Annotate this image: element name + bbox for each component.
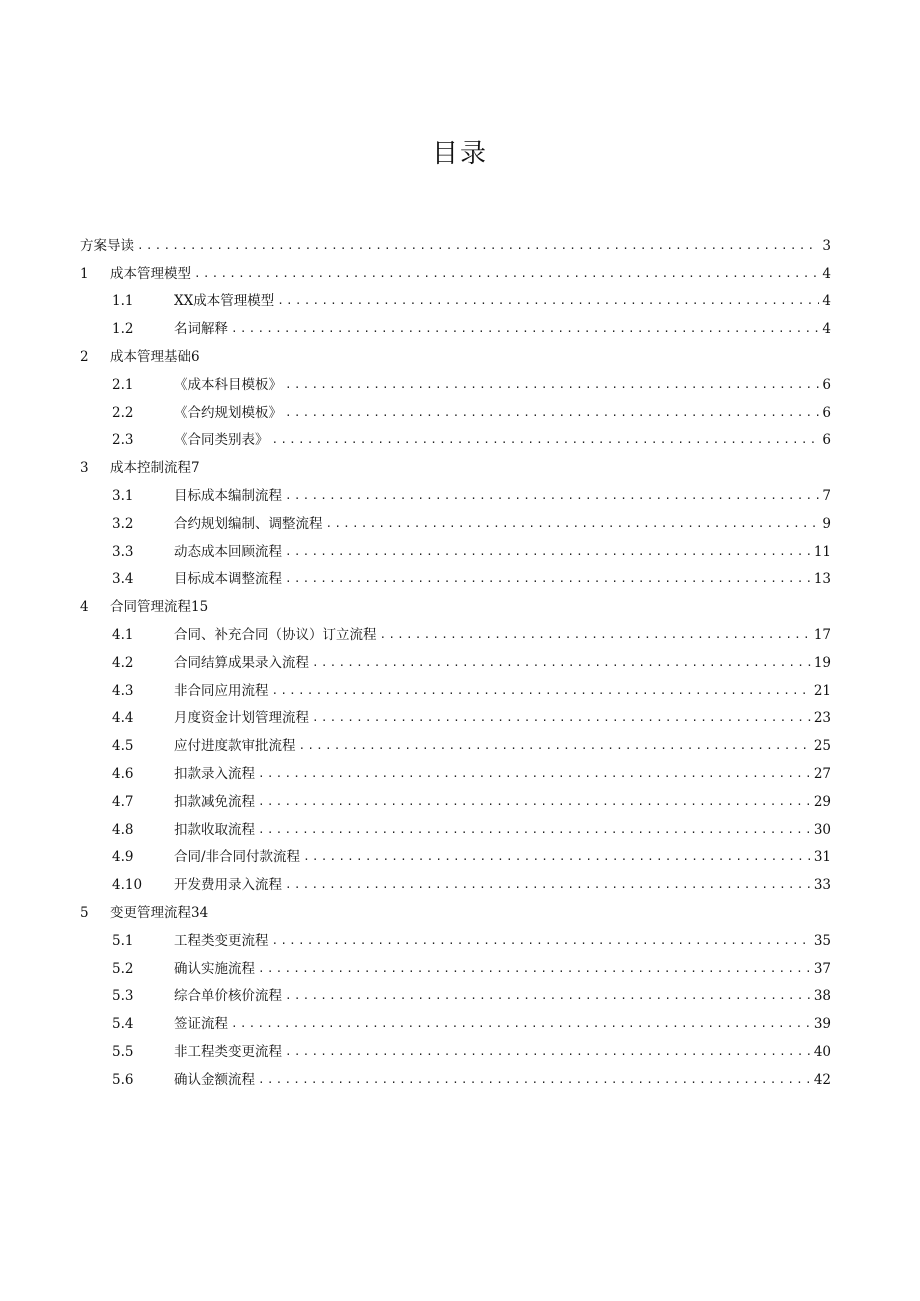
toc-entry[interactable]: [80, 230, 831, 258]
toc-entry-number: 4.7: [112, 793, 134, 810]
toc-entry-title: 签证流程: [174, 1016, 228, 1033]
toc-title: 目录: [431, 139, 488, 169]
toc-dot-leader: [258, 762, 811, 786]
toc-entry-title: 非合同应用流程: [174, 682, 269, 699]
toc-entry-number: 5.1: [112, 932, 134, 949]
toc-entry-number: 4: [80, 599, 89, 616]
toc-entry-page-number: 3: [822, 237, 831, 254]
toc-entry-page-number: 37: [813, 960, 831, 977]
toc-entry[interactable]: [80, 869, 831, 897]
toc-entry-number: 1.1: [112, 293, 134, 310]
toc-entry-number: 4.5: [112, 738, 134, 755]
toc-entry-number: 3.2: [112, 515, 134, 532]
toc-entry-page-number: 40: [813, 1043, 831, 1060]
toc-entry-title: 应付进度款审批流程: [174, 738, 296, 755]
toc-entry-page-number: 42: [813, 1071, 831, 1088]
toc-entry[interactable]: [80, 397, 831, 425]
toc-entry[interactable]: [80, 369, 831, 397]
toc-entry-page-number: 25: [813, 738, 831, 755]
toc-entry-number: 4.10: [112, 877, 143, 894]
toc-entry-number: 1: [80, 265, 89, 282]
toc-entry-number: 2.2: [112, 404, 134, 421]
toc-entry[interactable]: [80, 591, 831, 619]
toc-entry[interactable]: [80, 536, 831, 564]
toc-entry-title: 合同管理流程15: [110, 599, 209, 616]
toc-entry-page-number: 4: [822, 293, 831, 310]
toc-entry[interactable]: [80, 425, 831, 453]
toc-entry-page-number: 19: [813, 654, 831, 671]
toc-entry-title: 开发费用录入流程: [174, 877, 282, 894]
toc-entry-number: 4.1: [112, 626, 134, 643]
toc-dot-leader: [272, 929, 811, 953]
toc-entry-title: 合同/非合同付款流程: [174, 849, 301, 866]
toc-entry-title: 合同结算成果录入流程: [174, 654, 309, 671]
toc-dot-leader: [231, 1012, 811, 1036]
toc-entry-number: 4.4: [112, 710, 134, 727]
toc-entry[interactable]: [80, 1064, 831, 1092]
toc-dot-leader: [272, 428, 820, 452]
toc-entry-number: 2.1: [112, 376, 134, 393]
toc-dot-leader: [299, 734, 811, 758]
toc-entry[interactable]: [80, 703, 831, 731]
toc-entry-title: 目标成本编制流程: [174, 487, 282, 504]
toc-entry[interactable]: [80, 564, 831, 592]
toc-entry-page-number: 35: [813, 932, 831, 949]
toc-entry-title: 合同、补充合同（协议）订立流程: [174, 626, 377, 643]
toc-entry-page-number: 6: [822, 432, 831, 449]
toc-entry-title: 扣款收取流程: [174, 821, 255, 838]
toc-entry-title: 工程类变更流程: [174, 932, 269, 949]
toc-dot-leader: [285, 873, 811, 897]
toc-entry-title: 扣款减免流程: [174, 793, 255, 810]
toc-entry[interactable]: [80, 452, 831, 480]
toc-entry-number: 5.6: [112, 1071, 134, 1088]
toc-dot-leader: [258, 818, 811, 842]
toc-entry-number: 5: [80, 904, 89, 921]
toc-entry-title: 成本管理基础6: [110, 348, 200, 365]
toc-dot-leader: [326, 512, 820, 536]
toc-entry-number: 5.3: [112, 988, 134, 1005]
toc-entry[interactable]: [80, 758, 831, 786]
toc-entry-number: 4.6: [112, 765, 134, 782]
toc-entry-page-number: 11: [813, 543, 831, 560]
toc-entry[interactable]: [80, 313, 831, 341]
toc-entry-title: 《成本科目模板》: [174, 376, 282, 393]
toc-dot-leader: [285, 1040, 811, 1064]
toc-entry[interactable]: [80, 286, 831, 314]
toc-entry[interactable]: [80, 258, 831, 286]
toc-dot-leader: [137, 234, 819, 258]
toc-entry-page-number: 33: [813, 877, 831, 894]
toc-entry[interactable]: [80, 619, 831, 647]
toc-dot-leader: [272, 679, 811, 703]
toc-entry-page-number: 29: [813, 793, 831, 810]
toc-entry-title: 成本控制流程7: [110, 460, 200, 477]
toc-entry[interactable]: [80, 647, 831, 675]
toc-entry-title: 确认金额流程: [174, 1071, 255, 1088]
toc-entry-title: 非工程类变更流程: [174, 1043, 282, 1060]
toc-dot-leader: [285, 567, 811, 591]
toc-entry-title: 扣款录入流程: [174, 765, 255, 782]
toc-entry-page-number: 4: [822, 321, 831, 338]
toc-entry-page-number: 38: [813, 988, 831, 1005]
toc-entry-number: 2.3: [112, 432, 134, 449]
toc-entry-title: 方案导读: [80, 237, 134, 254]
toc-entry[interactable]: [80, 508, 831, 536]
toc-dot-leader: [194, 262, 819, 286]
toc-dot-leader: [258, 957, 811, 981]
toc-entry-page-number: 13: [813, 571, 831, 588]
toc-entry-title: 名词解释: [174, 321, 228, 338]
toc-entry-number: 4.9: [112, 849, 134, 866]
toc-entry-title: 《合同类别表》: [174, 432, 269, 449]
toc-entry-page-number: 27: [813, 765, 831, 782]
toc-entry-number: 3.1: [112, 487, 134, 504]
toc-entry-page-number: 9: [822, 515, 831, 532]
toc-entry-number: 3: [80, 460, 89, 477]
toc-entry-title: 综合单价核价流程: [174, 988, 282, 1005]
toc-entry-page-number: 6: [822, 404, 831, 421]
toc-entry-number: 1.2: [112, 321, 134, 338]
toc-entry-page-number: 6: [822, 376, 831, 393]
toc-entry-number: 5.2: [112, 960, 134, 977]
toc-entry-page-number: 23: [813, 710, 831, 727]
toc-entry-number: 2: [80, 348, 89, 365]
toc-entry[interactable]: [80, 786, 831, 814]
toc-entry-page-number: 39: [813, 1016, 831, 1033]
toc-entry-number: 3.4: [112, 571, 134, 588]
toc-entry-title: 确认实施流程: [174, 960, 255, 977]
toc-dot-leader: [277, 289, 819, 313]
toc-entry[interactable]: [80, 925, 831, 953]
toc-entry[interactable]: [80, 953, 831, 981]
toc-entry-page-number: 4: [822, 265, 831, 282]
toc-entry-title: 变更管理流程34: [110, 904, 209, 921]
toc-dot-leader: [231, 317, 819, 341]
toc-entry-number: 5.4: [112, 1016, 134, 1033]
toc-entry-title: XX成本管理模型: [174, 293, 275, 310]
toc-entry[interactable]: [80, 730, 831, 758]
toc-entry[interactable]: [80, 842, 831, 870]
toc-entry-page-number: 7: [822, 487, 831, 504]
toc-dot-leader: [285, 984, 811, 1008]
toc-entry-page-number: 17: [813, 626, 831, 643]
toc-entry[interactable]: [80, 675, 831, 703]
toc-entry-title: 月度资金计划管理流程: [174, 710, 309, 727]
toc-dot-leader: [285, 401, 819, 425]
toc-entry-title: 目标成本调整流程: [174, 571, 282, 588]
toc-dot-leader: [258, 1068, 811, 1092]
toc-dot-leader: [312, 706, 811, 730]
toc-dot-leader: [303, 845, 811, 869]
toc-entry-title: 合约规划编制、调整流程: [174, 515, 323, 532]
toc-entry[interactable]: [80, 897, 831, 925]
toc-entry-title: 成本管理模型: [110, 265, 191, 282]
toc-entry-page-number: 30: [813, 821, 831, 838]
toc-entry-title: 动态成本回顾流程: [174, 543, 282, 560]
toc-entry-number: 4.3: [112, 682, 134, 699]
toc-entry[interactable]: [80, 480, 831, 508]
table-of-contents: [80, 230, 831, 1092]
toc-dot-leader: [285, 540, 811, 564]
toc-entry-page-number: 21: [813, 682, 831, 699]
toc-dot-leader: [285, 373, 819, 397]
toc-entry[interactable]: [80, 341, 831, 369]
toc-entry[interactable]: [80, 981, 831, 1009]
toc-dot-leader: [312, 651, 811, 675]
toc-entry[interactable]: [80, 1036, 831, 1064]
toc-dot-leader: [258, 790, 811, 814]
toc-entry-number: 5.5: [112, 1043, 134, 1060]
toc-entry-title: 《合约规划模板》: [174, 404, 282, 421]
toc-entry-number: 3.3: [112, 543, 134, 560]
toc-entry-number: 4.2: [112, 654, 134, 671]
toc-entry-number: 4.8: [112, 821, 134, 838]
toc-entry[interactable]: [80, 814, 831, 842]
toc-entry-page-number: 31: [813, 849, 831, 866]
toc-dot-leader: [285, 484, 819, 508]
toc-entry[interactable]: [80, 1008, 831, 1036]
toc-dot-leader: [380, 623, 811, 647]
